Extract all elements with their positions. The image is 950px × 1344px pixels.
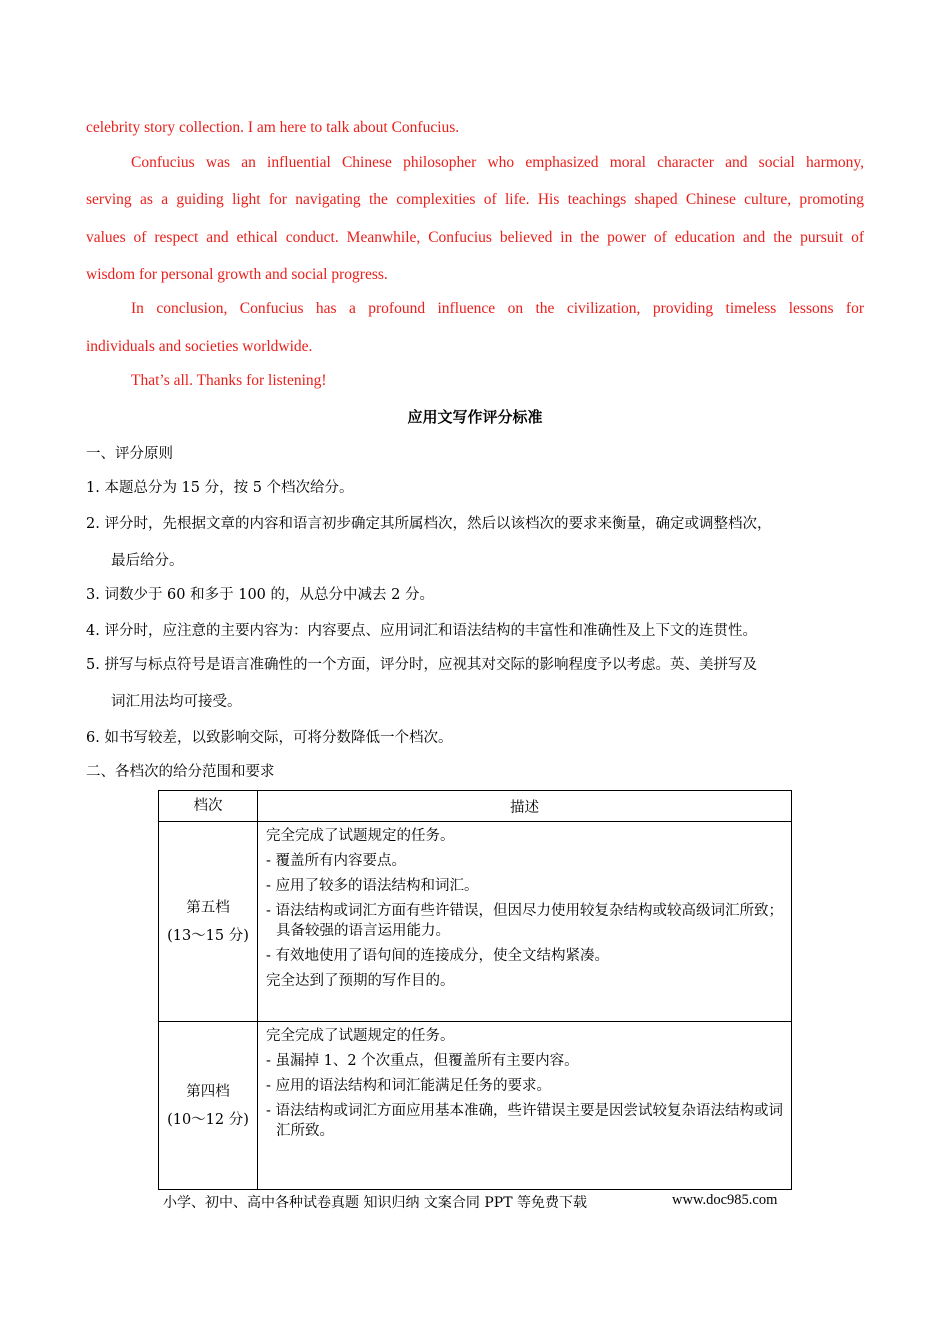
principle-5-cont: 词汇用法均可接受。 bbox=[111, 694, 242, 710]
essay-line-3: serving as a guiding light for navigating the complexities of life. His teachings shaped Chinese culture, promoting bbox=[86, 191, 864, 208]
header-description: 描述 bbox=[258, 791, 792, 822]
desc-item: 完全完成了试题规定的任务。 bbox=[266, 1028, 455, 1044]
essay-line-7: individuals and societies worldwide. bbox=[86, 338, 313, 355]
page-footer bbox=[163, 1192, 778, 1212]
essay-line-1: celebrity story collection. I am here to talk about Confucius. bbox=[86, 119, 460, 136]
principle-5: 5. 拼写与标点符号是语言准确性的一个方面，评分时，应视其对交际的影响程度予以考虑。英、美拼写及 bbox=[86, 657, 757, 673]
table-row bbox=[159, 1022, 792, 1190]
essay-line-2: Confucius was an influential Chinese philosopher who emphasized moral character and social harmony, bbox=[131, 154, 864, 171]
table-header-row bbox=[159, 791, 792, 822]
header-level: 档次 bbox=[159, 791, 258, 822]
desc-item: - 应用了较多的语法结构和词汇。 bbox=[266, 878, 479, 894]
description-cell bbox=[258, 822, 792, 1022]
footer-text: 小学、初中、高中各种试卷真题 知识归纳 文案合同 PPT 等免费下载 bbox=[163, 1195, 587, 1211]
principle-1: 1. 本题总分为 15 分，按 5 个档次给分。 bbox=[86, 480, 354, 496]
description-cell bbox=[258, 1022, 792, 1190]
level-name: 第四档 bbox=[186, 1083, 230, 1100]
desc-item: - 语法结构或词汇方面应用基本准确，些许错误主要是因尝试较复杂语法结构或词汇所致。 bbox=[266, 1103, 784, 1139]
table-row bbox=[159, 822, 792, 1022]
footer-url[interactable]: www.doc985.com bbox=[672, 1192, 778, 1208]
essay-line-5: wisdom for personal growth and social progress. bbox=[86, 266, 388, 283]
desc-item: - 有效地使用了语句间的连接成分，使全文结构紧凑。 bbox=[266, 948, 610, 964]
desc-item: - 虽漏掉 1、2 个次重点，但覆盖所有主要内容。 bbox=[266, 1053, 579, 1069]
level-range: (13～15 分) bbox=[167, 927, 249, 944]
principle-2: 2. 评分时，先根据文章的内容和语言初步确定其所属档次，然后以该档次的要求来衡量，确定或调整档次， bbox=[86, 516, 772, 532]
principle-3: 3. 词数少于 60 和多于 100 的，从总分中减去 2 分。 bbox=[86, 587, 434, 603]
principle-2-cont: 最后给分。 bbox=[111, 553, 184, 569]
level-range: (10～12 分) bbox=[167, 1111, 249, 1128]
section-2-heading: 二、各档次的给分范围和要求 bbox=[86, 764, 275, 780]
desc-item: - 覆盖所有内容要点。 bbox=[266, 853, 407, 869]
principle-6: 6. 如书写较差，以致影响交际，可将分数降低一个档次。 bbox=[86, 730, 453, 746]
section-1-heading: 一、评分原则 bbox=[86, 446, 173, 462]
level-cell bbox=[159, 1022, 258, 1190]
essay-line-4: values of respect and ethical conduct. Meanwhile, Confucius believed in the power of education and the pursuit of bbox=[86, 229, 864, 246]
essay-line-8: That’s all. Thanks for listening! bbox=[131, 372, 327, 389]
desc-item: - 应用的语法结构和词汇能满足任务的要求。 bbox=[266, 1078, 552, 1094]
desc-item: 完全达到了预期的写作目的。 bbox=[266, 973, 455, 989]
essay-line-6: In conclusion, Confucius has a profound influence on the civilization, providing timeless lessons for bbox=[131, 300, 864, 317]
scoring-table bbox=[158, 790, 792, 1190]
level-cell bbox=[159, 822, 258, 1022]
level-name: 第五档 bbox=[186, 899, 230, 916]
rubric-title: 应用文写作评分标准 bbox=[407, 408, 543, 426]
desc-item: 完全完成了试题规定的任务。 bbox=[266, 828, 455, 844]
desc-item: - 语法结构或词汇方面有些许错误，但因尽力使用较复杂结构或较高级词汇所致；具备较强的语言运用能力。 bbox=[266, 903, 784, 939]
principle-4: 4. 评分时，应注意的主要内容为：内容要点、应用词汇和语法结构的丰富性和准确性及上下文的连贯性。 bbox=[86, 623, 757, 639]
